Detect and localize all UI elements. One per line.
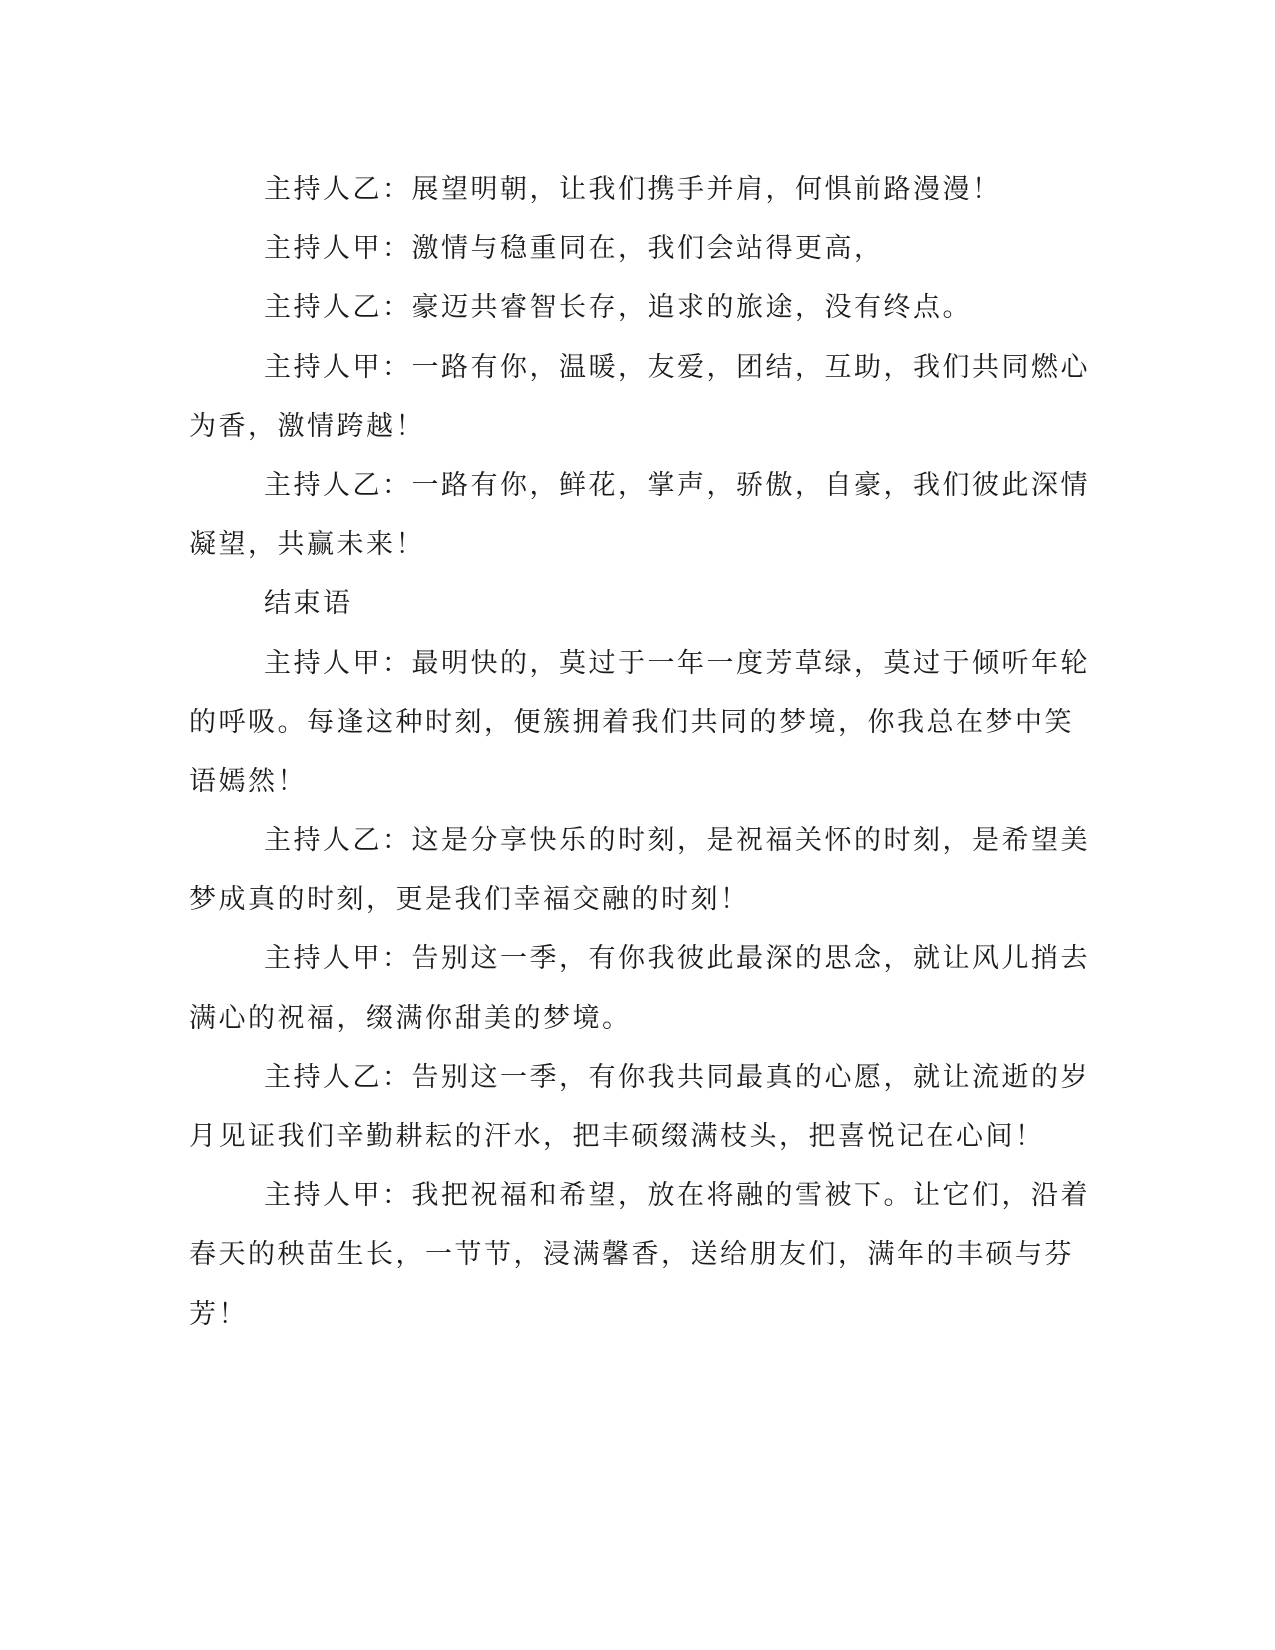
paragraph-line: 语嫣然！ (189, 765, 307, 797)
paragraph-line: 主持人乙：告别这一季，有你我共同最真的心愿，就让流逝的岁 (264, 1061, 1090, 1093)
paragraph-line: 主持人甲：激情与稳重同在，我们会站得更高， (264, 233, 884, 265)
document-body (189, 160, 1090, 1344)
paragraph-line: 主持人甲：我把祝福和希望，放在将融的雪被下。让它们，沿着 (264, 1180, 1090, 1212)
paragraph-line: 月见证我们辛勤耕耘的汗水，把丰硕缀满枝头，把喜悦记在心间！ (189, 1121, 1045, 1152)
paragraph-line: 主持人乙：豪迈共睿智长存，追求的旅途，没有终点。 (264, 292, 972, 324)
paragraph-line: 芳！ (189, 1298, 248, 1330)
paragraph-line: 凝望，共赢未来！ (189, 529, 425, 561)
paragraph-line: 主持人甲：一路有你，温暖，友爱，团结，互助，我们共同燃心 (264, 351, 1090, 383)
paragraph-line: 主持人乙：一路有你，鲜花，掌声，骄傲，自豪，我们彼此深情 (264, 469, 1090, 501)
paragraph-line: 为香，激情跨越！ (189, 410, 425, 442)
paragraph-line: 主持人乙：展望明朝，让我们携手并肩，何惧前路漫漫！ (264, 174, 1002, 205)
paragraph-line: 春天的秧苗生长，一节节，浸满馨香，送给朋友们，满年的丰硕与芬 (189, 1239, 1074, 1271)
section-heading: 结束语 (264, 588, 353, 620)
paragraph-line: 主持人乙：这是分享快乐的时刻，是祝福关怀的时刻，是希望美 (264, 825, 1090, 857)
paragraph-line: 梦成真的时刻，更是我们幸福交融的时刻！ (189, 884, 750, 916)
paragraph-line: 满心的祝福，缀满你甜美的梦境。 (189, 1002, 632, 1034)
paragraph-line: 主持人甲：最明快的，莫过于一年一度芳草绿，莫过于倾听年轮 (264, 647, 1090, 679)
paragraph-line: 的呼吸。每逢这种时刻，便簇拥着我们共同的梦境，你我总在梦中笑 (189, 706, 1074, 738)
paragraph-line: 主持人甲：告别这一季，有你我彼此最深的思念，就让风儿捎去 (264, 943, 1090, 975)
